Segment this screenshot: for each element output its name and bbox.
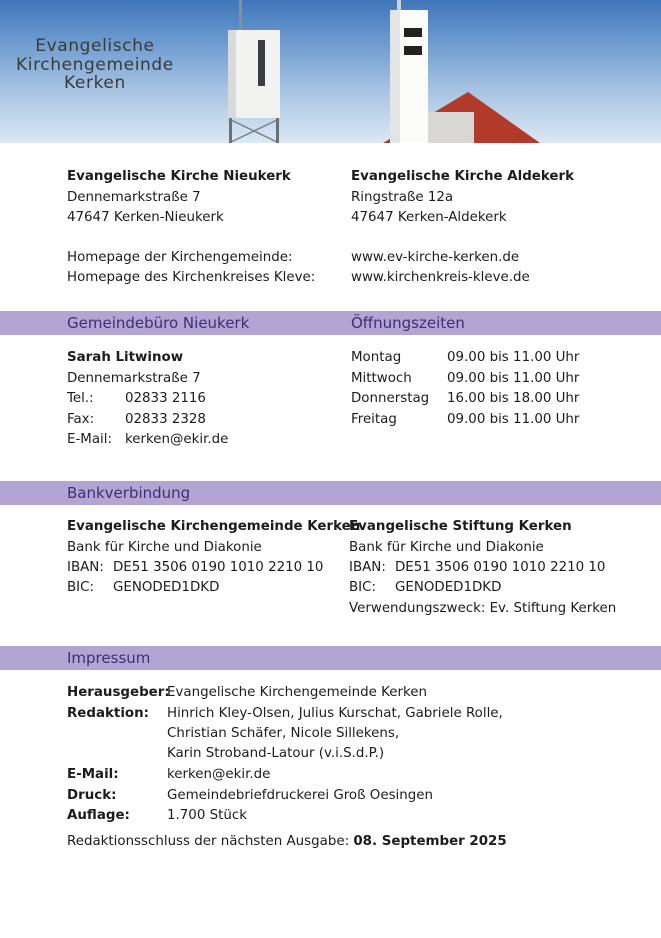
impressum-publisher: Evangelische Kirchengemeinde Kerken: [167, 685, 427, 700]
impressum-deadline: [67, 832, 507, 852]
homepage-district-label: Homepage des Kirchenkreises Kleve:: [67, 270, 316, 285]
impressum-email[interactable]: kerken@ekir.de: [167, 767, 271, 782]
impressum-email-label: E-Mail:: [67, 767, 119, 782]
bank-account-purpose: Verwendungszweck: Ev. Stiftung Kerken: [349, 601, 617, 616]
section-bar-office: [0, 311, 661, 335]
hours-time: 09.00 bis 11.00 Uhr: [447, 350, 580, 365]
hours-day: Donnerstag: [351, 391, 430, 406]
office-contact-name: Sarah Litwinow: [67, 350, 184, 365]
impressum-circulation: 1.700 Stück: [167, 808, 247, 823]
logo-line-2: Kirchengemeinde: [16, 54, 174, 75]
impressum-editors-line: Christian Schäfer, Nicole Sillekens,: [167, 726, 400, 741]
homepage-parish-url[interactable]: www.ev-kirche-kerken.de: [351, 250, 520, 265]
impressum-print-label: Druck:: [67, 788, 117, 803]
bank-account-bic: GENODED1DKD: [395, 580, 502, 595]
hours-time: 16.00 bis 18.00 Uhr: [447, 391, 580, 406]
hours-day: Mittwoch: [351, 371, 412, 386]
bank-account-bic-label: BIC:: [67, 580, 94, 595]
church-aldekerk-city: 47647 Kerken-Aldekerk: [351, 210, 507, 225]
hours-day: Montag: [351, 350, 402, 365]
homepage-parish-label: Homepage der Kirchengemeinde:: [67, 250, 293, 265]
bank-account-holder: Evangelische Stiftung Kerken: [349, 519, 572, 534]
office-email-label: E-Mail:: [67, 432, 113, 447]
deadline-text: Redaktionsschluss der nächsten Ausgabe:: [67, 834, 354, 849]
office-email[interactable]: kerken@ekir.de: [125, 432, 229, 447]
bank-account-bank: Bank für Kirche und Diakonie: [67, 540, 262, 555]
bank-heading: Bankverbindung: [67, 484, 191, 502]
church-nieukerk-city: 47647 Kerken-Nieukerk: [67, 210, 224, 225]
impressum-publisher-label: Herausgeber:: [67, 685, 170, 700]
section-bar-impressum: [0, 646, 661, 670]
hours-time: 09.00 bis 11.00 Uhr: [447, 371, 580, 386]
bank-account-bank: Bank für Kirche und Diakonie: [349, 540, 544, 555]
church-aldekerk-name: Evangelische Kirche Aldekerk: [351, 169, 575, 184]
parish-logo-title: [16, 37, 174, 93]
hours-day: Freitag: [351, 412, 397, 427]
header-banner: [0, 0, 661, 143]
church-nieukerk-street: Dennemarkstraße 7: [67, 190, 201, 205]
church-aldekerk-street: Ringstraße 12a: [351, 190, 454, 205]
office-fax: 02833 2328: [125, 412, 206, 427]
bank-account-iban-label: IBAN:: [67, 560, 104, 575]
section-bar-bank: [0, 481, 661, 505]
hours-heading: Öffnungszeiten: [351, 314, 465, 332]
impressum-print: Gemeindebriefdruckerei Groß Oesingen: [167, 788, 433, 803]
bank-account-bic: GENODED1DKD: [113, 580, 220, 595]
hours-time: 09.00 bis 11.00 Uhr: [447, 412, 580, 427]
bank-account-iban: DE51 3506 0190 1010 2210 10: [395, 560, 606, 575]
logo-line-3: Kerken: [64, 73, 126, 93]
deadline-date: 08. September 2025: [353, 834, 507, 849]
bank-account-holder: Evangelische Kirchengemeinde Kerken: [67, 519, 361, 534]
office-fax-label: Fax:: [67, 412, 95, 427]
bank-account-bic-label: BIC:: [349, 580, 376, 595]
office-street: Dennemarkstraße 7: [67, 371, 201, 386]
church-nieukerk-name: Evangelische Kirche Nieukerk: [67, 169, 291, 184]
bank-account-iban-label: IBAN:: [349, 560, 386, 575]
impressum-editors-label: Redaktion:: [67, 706, 149, 721]
impressum-editors-line: Hinrich Kley-Olsen, Julius Kurschat, Gabriele Rolle,: [167, 706, 503, 721]
office-phone: 02833 2116: [125, 391, 206, 406]
impressum-editors-line: Karin Stroband-Latour (v.i.S.d.P.): [167, 746, 385, 761]
bank-account-iban: DE51 3506 0190 1010 2210 10: [113, 560, 324, 575]
office-phone-label: Tel.:: [67, 391, 94, 406]
homepage-district-url[interactable]: www.kirchenkreis-kleve.de: [351, 270, 530, 285]
impressum-heading: Impressum: [67, 649, 151, 667]
impressum-circulation-label: Auflage:: [67, 808, 130, 823]
logo-line-1: Evangelische: [35, 36, 155, 56]
office-heading: Gemeindebüro Nieukerk: [67, 314, 250, 332]
